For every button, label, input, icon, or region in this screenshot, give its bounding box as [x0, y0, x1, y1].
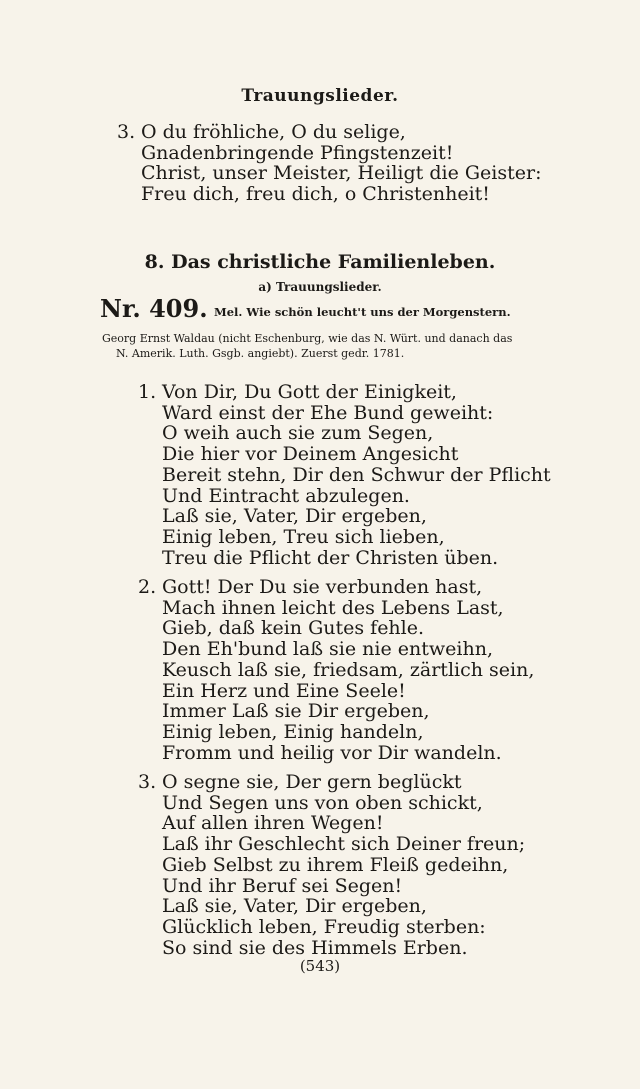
- stanza-number: 3.: [138, 771, 157, 793]
- stanza-line: Ward einst der Ehe Bund geweiht:: [162, 401, 494, 424]
- stanza-number: 1.: [138, 381, 157, 403]
- stanza-line: Freu dich, freu dich, o Christenheit!: [141, 183, 490, 206]
- stanza-1: [138, 382, 551, 568]
- stanza-line: Einig leben, Einig handeln,: [162, 720, 424, 743]
- stanza-line: Von Dir, Du Gott der Einigkeit,: [162, 381, 457, 403]
- stanza-line: Einig leben, Treu sich lieben,: [162, 525, 445, 548]
- stanza-line: Gieb, daß kein Gutes fehle.: [162, 617, 425, 640]
- running-head: Trauungslieder.: [241, 86, 399, 106]
- melody-reference: Mel. Wie schön leucht't uns der Morgenstern.: [214, 305, 511, 319]
- subsection-title: a) Trauungslieder.: [258, 280, 382, 294]
- stanza-line: Laß ihr Geschlecht sich Deiner freun;: [162, 833, 526, 856]
- stanza-line: Auf allen ihren Wegen!: [162, 812, 384, 835]
- stanza-line: Christ, unser Meister, Heiligt die Geister:: [141, 162, 542, 185]
- stanza-line: Treu die Pflicht der Christen üben.: [162, 546, 499, 569]
- stanza-line: Den Eh'bund laß sie nie entweihn,: [162, 638, 493, 661]
- stanza-line: Gieb Selbst zu ihrem Fleiß gedeihn,: [162, 853, 509, 876]
- attribution: [102, 331, 562, 361]
- stanza-line: Laß sie, Vater, Dir ergeben,: [162, 505, 427, 528]
- attribution-line: N. Amerik. Luth. Gsgb. angiebt). Zuerst gedr. 1781.: [116, 347, 405, 360]
- stanza-line: Glücklich leben, Freudig sterben:: [162, 915, 486, 938]
- attribution-line: Georg Ernst Waldau (nicht Eschenburg, wie das N. Würt. und danach das: [102, 332, 513, 345]
- stanza-line: Gnadenbringende Pfingstenzeit!: [141, 141, 454, 164]
- stanza-number: 2.: [138, 576, 157, 598]
- previous-hymn-stanza: [117, 122, 541, 205]
- section-title: 8. Das christliche Familienleben.: [144, 251, 496, 273]
- stanza-3: [138, 772, 525, 958]
- stanza-line: O weih auch sie zum Segen,: [162, 422, 434, 445]
- stanza-2: [138, 577, 534, 763]
- stanza-line: So sind sie des Himmels Erben.: [162, 936, 468, 959]
- stanza-line: O segne sie, Der gern beglückt: [162, 771, 462, 793]
- stanza-line: Und ihr Beruf sei Segen!: [162, 874, 403, 897]
- stanza-line: Mach ihnen leicht des Lebens Last,: [162, 596, 504, 619]
- hymn-number: Nr. 409.: [100, 294, 208, 323]
- stanza-line: Keusch laß sie, friedsam, zärtlich sein,: [162, 658, 535, 681]
- stanza-line: Bereit stehn, Dir den Schwur der Pflicht: [162, 463, 551, 486]
- stanza-line: Gott! Der Du sie verbunden hast,: [162, 576, 483, 598]
- stanza-line: Und Eintracht abzulegen.: [162, 484, 410, 507]
- stanza-number: 3.: [117, 121, 136, 143]
- stanza-line: Die hier vor Deinem Angesicht: [162, 443, 459, 466]
- stanza-line: Und Segen uns von oben schickt,: [162, 791, 483, 814]
- stanza-line: O du fröhliche, O du selige,: [141, 121, 406, 143]
- stanza-line: Laß sie, Vater, Dir ergeben,: [162, 895, 427, 918]
- page-number: (543): [299, 957, 341, 975]
- stanza-line: Immer Laß sie Dir ergeben,: [162, 700, 430, 723]
- stanza-line: Ein Herz und Eine Seele!: [162, 679, 406, 702]
- stanza-line: Fromm und heilig vor Dir wandeln.: [162, 741, 502, 764]
